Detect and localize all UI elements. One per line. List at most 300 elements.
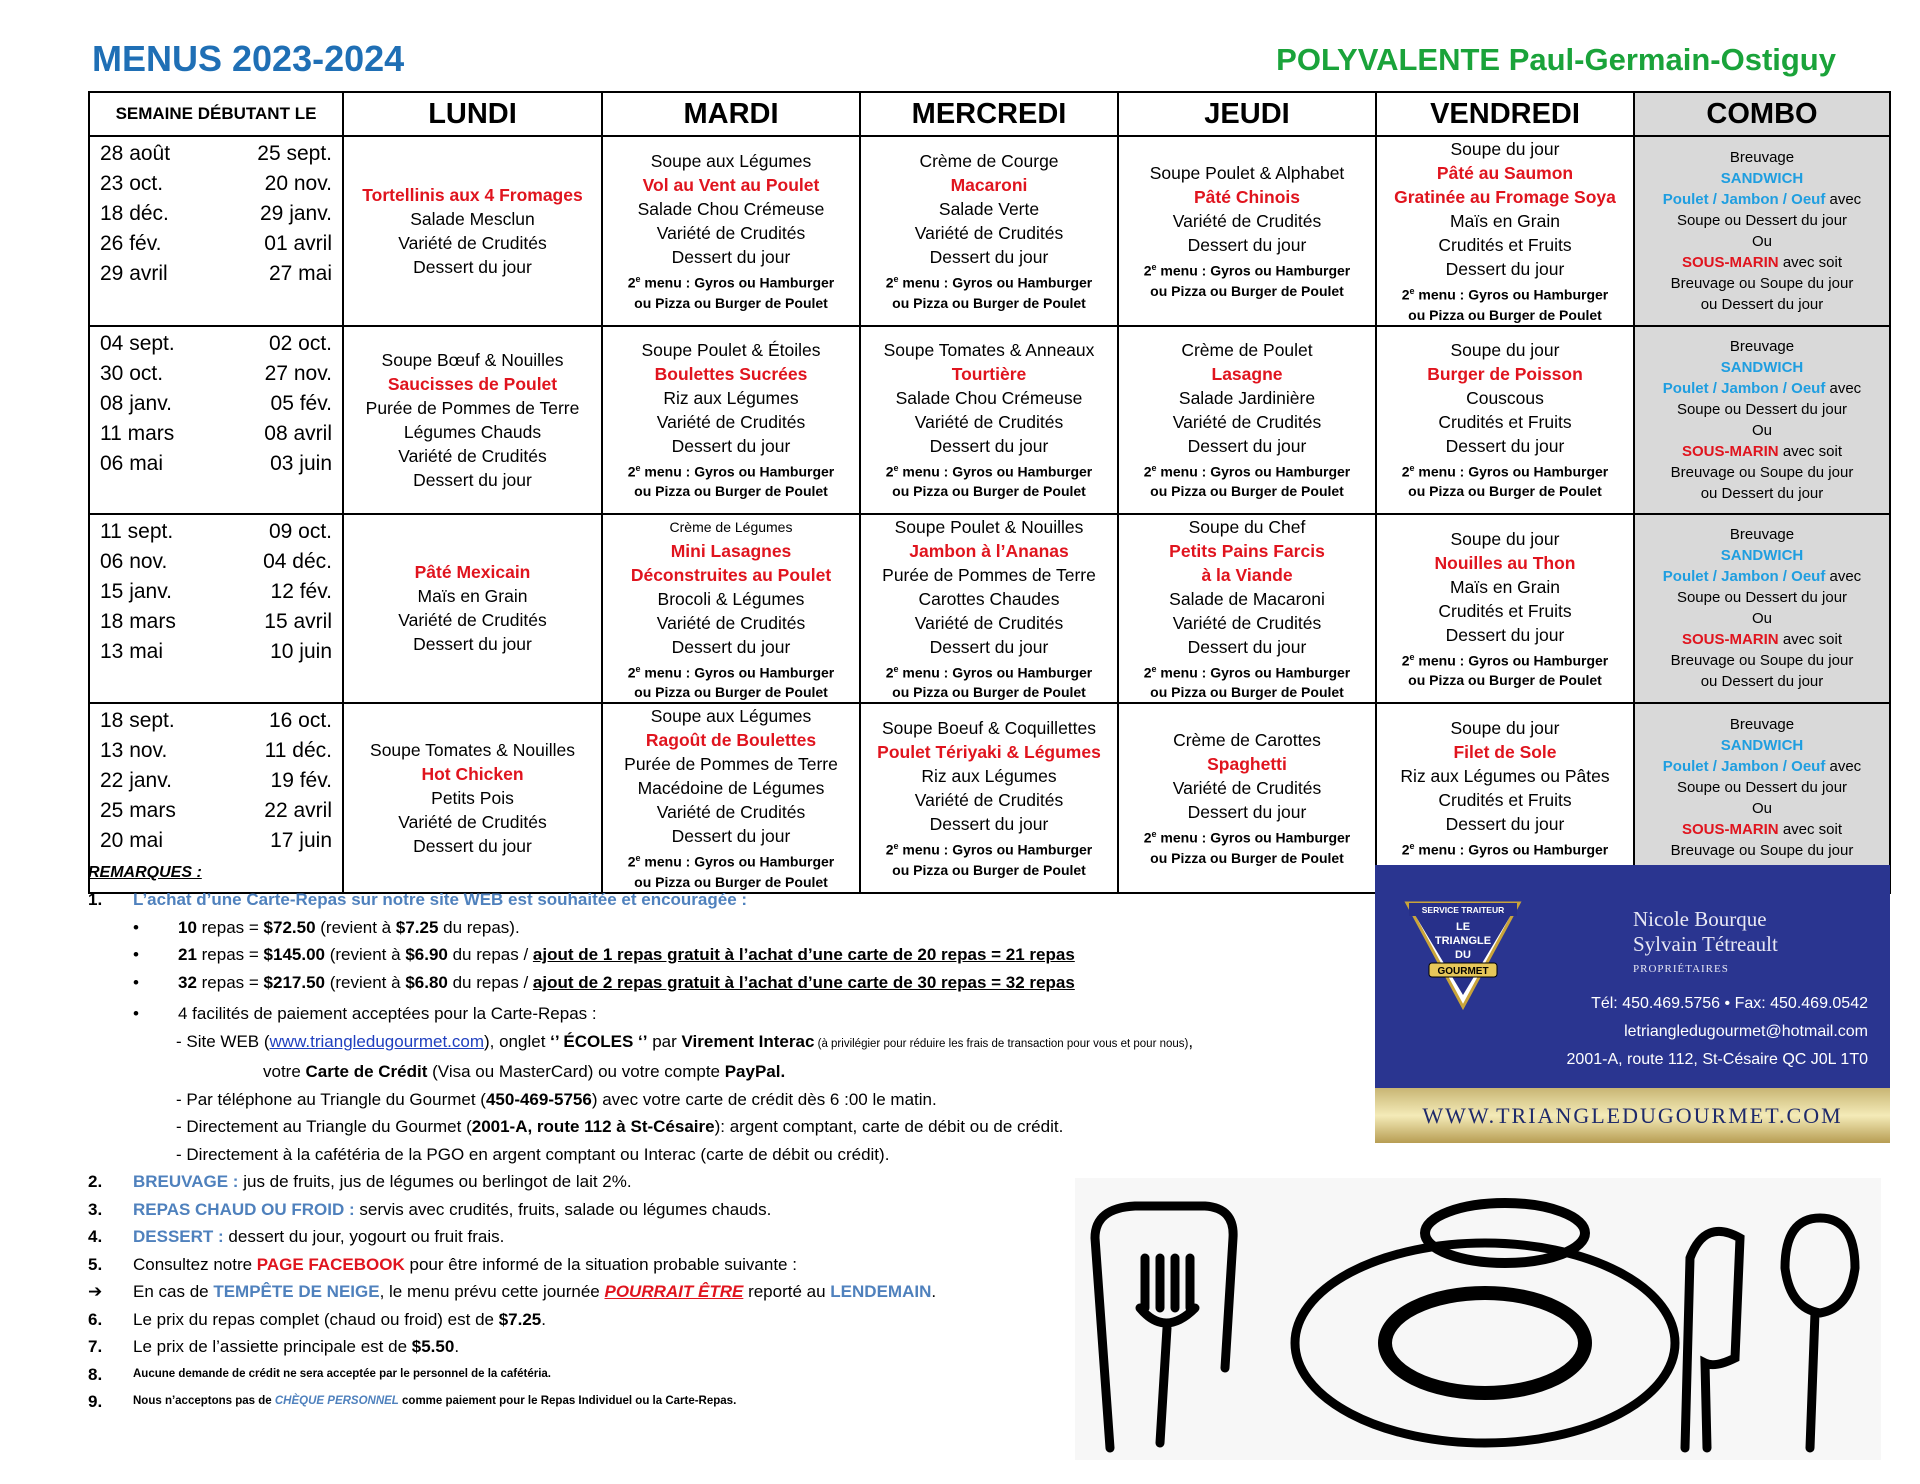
alt-menu-line: 2e menu : Gyros ou Hamburger (1401, 462, 1609, 480)
alt-menu-line: 2e menu : Gyros ou Hamburger (1143, 829, 1351, 846)
menu-cell-mercredi (860, 136, 1118, 326)
menu-item: Variété de Crudités (398, 232, 547, 253)
menu-item: Salade Chou Crémeuse (637, 199, 825, 219)
week-start-date: 06 nov. (100, 549, 168, 573)
main-dish: Hot Chicken (421, 764, 524, 785)
menu-item: Variété de Crudités (1172, 411, 1322, 432)
menu-item: Soupe Boeuf & Coquillettes (881, 718, 1097, 739)
menu-item: Dessert du jour (671, 435, 791, 456)
combo-breuvage: Breuvage (1729, 716, 1795, 734)
menu-item: Crème de Carottes (1173, 730, 1321, 751)
date-pair (100, 517, 332, 547)
week-row (89, 136, 1890, 326)
menu-item: Dessert du jour (929, 814, 1049, 835)
week-dates (89, 326, 343, 514)
menu-item: Dessert du jour (1187, 636, 1307, 657)
week-start-date: 06 mai (100, 451, 164, 475)
menu-item: Soupe Poulet & Alphabet (1149, 163, 1345, 183)
week-start-date: 18 déc. (100, 202, 169, 225)
main-dish: Filet de Sole (1453, 742, 1557, 763)
pay-direct: - Directement au Triangle du Gourmet (2001-A, route 112 à St-Césaire): argent comptant, carte de débit ou de crédit. (176, 1117, 1064, 1136)
week-start-date: 02 oct. (268, 331, 332, 355)
spoon-icon (1785, 1218, 1855, 1448)
business-card (1375, 865, 1890, 1143)
menu-item: Variété de Crudités (398, 610, 547, 631)
menu-item: Salade de Macaroni (1169, 588, 1325, 609)
week-start-date: 28 août (100, 142, 171, 165)
alt-menu-line: ou Pizza ou Burger de Poulet (1150, 282, 1344, 299)
week-start-date: 29 avril (100, 262, 168, 285)
menu-item: Crème de Légumes (669, 518, 793, 535)
main-dish: Poulet Tériyaki & Légumes (877, 742, 1101, 763)
combo-soupe-dessert: Soupe ou Dessert du jour (1676, 589, 1848, 607)
combo-options: Poulet / Jambon / Oeuf avec (1662, 379, 1862, 397)
bullet-10-repas: • 10 repas = $72.50 (revient à $7.25 du repas). (133, 917, 520, 937)
menu-item: Purée de Pommes de Terre (624, 754, 838, 775)
menu-item: Dessert du jour (1445, 259, 1565, 279)
alt-menu-line: 2e menu : Gyros ou Hamburger (627, 853, 835, 870)
remark-1 (88, 886, 1358, 914)
menu-item: Soupe aux Légumes (650, 706, 812, 727)
combo-ou: Ou (1751, 232, 1772, 250)
menu-cell-mercredi (860, 326, 1118, 514)
week-start-date: 08 janv. (100, 391, 172, 415)
main-dish: Pâté Mexicain (414, 562, 531, 583)
menu-item: Crème de Poulet (1181, 339, 1313, 360)
alt-menu-line: 2e menu : Gyros ou Hamburger (627, 663, 835, 681)
menu-item: Maïs en Grain (1450, 211, 1560, 231)
main-dish: Déconstruites au Poulet (630, 564, 832, 585)
remark-5: 5. Consultez notre PAGE FACEBOOK pour être informé de la situation probable suivante : (88, 1254, 797, 1274)
date-pair (100, 766, 332, 796)
combo-sous-marin: SOUS-MARIN avec soit (1681, 631, 1843, 649)
header-week: SEMAINE DÉBUTANT LE (89, 92, 343, 136)
combo-breuvage: Breuvage (1729, 148, 1795, 166)
header-vendredi: VENDREDI (1376, 92, 1634, 136)
remark-4: 4. DESSERT : dessert du jour, yogourt ou fruit frais. (88, 1227, 505, 1246)
week-dates (89, 514, 343, 704)
combo-ou: Ou (1751, 800, 1772, 818)
week-start-date: 16 oct. (268, 709, 332, 733)
alt-menu-line: ou Pizza ou Burger de Poulet (634, 483, 828, 500)
remark-number: 1. (88, 890, 103, 909)
week-start-date: 09 oct. (268, 519, 332, 543)
owners-label: PROPRIÉTAIRES (1633, 963, 1729, 975)
week-start-date: 23 oct. (100, 172, 164, 195)
week-start-date: 19 fév. (270, 769, 332, 793)
menu-item: Variété de Crudités (1172, 778, 1322, 799)
menu-item: Dessert du jour (1187, 235, 1307, 255)
menu-cell-lundi (343, 326, 602, 514)
combo-options: Poulet / Jambon / Oeuf avec (1662, 190, 1862, 208)
menu-item: Soupe Poulet & Nouilles (894, 516, 1084, 537)
alt-menu-line: 2e menu : Gyros ou Hamburger (1143, 462, 1351, 480)
menu-item: Salade Chou Crémeuse (895, 387, 1083, 408)
remark-6: 6. Le prix du repas complet (chaud ou froid) est de $7.25. (88, 1309, 546, 1329)
business-contact (1567, 990, 1868, 1074)
week-start-date: 20 nov. (264, 172, 332, 195)
remarks-title: REMARQUES : (88, 864, 202, 881)
header-combo: COMBO (1634, 92, 1890, 136)
combo-options: Poulet / Jambon / Oeuf avec (1662, 568, 1862, 586)
main-dish: Jambon à l’Ananas (909, 540, 1069, 561)
alt-menu-line: 2e menu : Gyros ou Hamburger (1143, 262, 1351, 279)
menu-table (88, 91, 1891, 894)
menu-cell-mercredi (860, 514, 1118, 704)
knife-icon (1685, 1231, 1740, 1448)
main-dish: Saucisses de Poulet (387, 373, 558, 394)
date-pair (100, 139, 332, 169)
combo-soupe-dessert: Soupe ou Dessert du jour (1676, 211, 1848, 229)
menu-item: Macédoine de Légumes (637, 778, 825, 799)
alt-menu-line: ou Pizza ou Burger de Poulet (1408, 672, 1602, 689)
menu-cell-vendredi (1376, 326, 1634, 514)
alt-menu-line: ou Pizza ou Burger de Poulet (892, 684, 1086, 701)
menu-item: Variété de Crudités (656, 223, 806, 243)
menu-item: Salade Verte (938, 199, 1040, 219)
business-phone: Tél: 450.469.5756 • Fax: 450.469.0542 (1591, 995, 1868, 1012)
menu-item: Soupe Tomates & Anneaux (883, 339, 1095, 360)
week-start-date: 15 janv. (100, 579, 172, 603)
arrow-icon: ➔ (88, 1282, 103, 1301)
menu-item: Variété de Crudités (1172, 211, 1322, 231)
header-mercredi: MERCREDI (860, 92, 1118, 136)
menu-cell-mardi (602, 326, 860, 514)
menu-item: Dessert du jour (413, 836, 532, 857)
menu-item: Petits Pois (431, 788, 514, 809)
owner-2: Sylvain Tétreault (1633, 932, 1778, 956)
alt-menu-line: ou Pizza ou Burger de Poulet (1408, 306, 1602, 323)
combo-ou-dessert: ou Dessert du jour (1700, 295, 1824, 313)
date-pair (100, 547, 332, 577)
website-link[interactable]: www.triangledugourmet.com (269, 1031, 484, 1051)
alt-menu-line: 2e menu : Gyros ou Hamburger (627, 462, 835, 480)
alt-menu-line: ou Pizza ou Burger de Poulet (1150, 849, 1344, 866)
pay-cc: votre Carte de Crédit (Visa ou MasterCard) ou votre compte PayPal. (263, 1062, 786, 1081)
menu-item: Soupe Poulet & Étoiles (641, 339, 821, 360)
alt-menu-line: ou Pizza ou Burger de Poulet (634, 294, 828, 311)
week-start-date: 03 juin (270, 451, 332, 475)
header-mardi: MARDI (602, 92, 860, 136)
date-pair (100, 577, 332, 607)
pay-phone: - Par téléphone au Triangle du Gourmet (450-469-5756) avec votre carte de crédit dès 6 :00 le matin. (176, 1089, 937, 1109)
week-start-date: 11 mars (100, 421, 175, 445)
bullet-21-repas: • 21 repas = $145.00 (revient à $6.90 du repas / ajout de 1 repas gratuit à l’achat d’une carte de 20 repas = 21 repas (133, 945, 1075, 964)
alt-menu-line: ou Pizza ou Burger de Poulet (634, 684, 828, 701)
menu-item: Dessert du jour (1187, 435, 1307, 456)
menu-item: Riz aux Légumes (921, 766, 1057, 787)
alt-menu-line: ou Pizza ou Burger de Poulet (892, 483, 1086, 500)
alt-menu-line: 2e menu : Gyros ou Hamburger (885, 274, 1093, 291)
main-dish: Lasagne (1211, 363, 1283, 384)
page-title: MENUS 2023-2024 (92, 38, 405, 79)
week-start-date: 12 fév. (270, 579, 332, 603)
alt-menu-line: 2e menu : Gyros ou Hamburger (885, 841, 1093, 858)
alt-menu-line: 2e menu : Gyros ou Hamburger (885, 462, 1093, 480)
menu-item: Dessert du jour (929, 435, 1049, 456)
bullet-32-repas: • 32 repas = $217.50 (revient à $6.80 du repas / ajout de 2 repas gratuit à l’achat d’une carte de 30 repas = 32 repas (133, 972, 1075, 992)
header-row (89, 92, 1890, 136)
menu-item: Dessert du jour (929, 636, 1049, 657)
combo-breuvage-soupe: Breuvage ou Soupe du jour (1670, 652, 1854, 670)
menu-item: Dessert du jour (413, 469, 532, 490)
week-start-date: 04 déc. (263, 549, 332, 573)
week-start-date: 18 sept. (100, 709, 175, 733)
week-start-date: 22 avril (264, 799, 332, 823)
menu-item: Soupe Tomates & Nouilles (370, 740, 575, 761)
svg-text:LE: LE (1455, 921, 1471, 933)
plate-icon (1295, 1203, 1675, 1443)
owner-1: Nicole Bourque (1633, 907, 1767, 931)
main-dish: Tortellinis aux 4 Fromages (362, 184, 583, 205)
menu-item: Variété de Crudités (398, 445, 547, 466)
menu-item: Maïs en Grain (1450, 576, 1560, 597)
week-row (89, 326, 1890, 514)
menu-item: Dessert du jour (671, 636, 791, 657)
utensils-illustration (1075, 1178, 1881, 1460)
menu-cell-jeudi (1118, 326, 1376, 514)
combo-breuvage-soupe: Breuvage ou Soupe du jour (1670, 842, 1854, 860)
combo-sandwich: SANDWICH (1720, 169, 1804, 187)
menu-item: Dessert du jour (671, 826, 791, 847)
alt-menu-line: 2e menu : Gyros ou Hamburger (885, 663, 1093, 681)
menu-item: Dessert du jour (1187, 802, 1307, 823)
main-dish: Pâté au Saumon (1436, 163, 1574, 183)
business-email: letriangledugourmet@hotmail.com (1624, 1023, 1868, 1040)
date-pair (100, 419, 332, 449)
menu-item: Variété de Crudités (914, 612, 1064, 633)
main-dish: Petits Pains Farcis (1169, 540, 1325, 561)
alt-menu-line: ou Pizza ou Burger de Poulet (1408, 483, 1602, 500)
week-start-date: 25 mars (100, 799, 176, 823)
week-dates (89, 136, 343, 326)
week-row (89, 514, 1890, 704)
business-address: 2001-A, route 112, St-Césaire QC J0L 1T0 (1566, 1051, 1868, 1068)
alt-menu-line: ou Pizza ou Burger de Poulet (1150, 483, 1344, 500)
menu-item: Purée de Pommes de Terre (365, 397, 580, 418)
menu-item: Dessert du jour (413, 634, 532, 655)
week-start-date: 30 oct. (100, 361, 164, 385)
main-dish: Spaghetti (1207, 754, 1287, 775)
combo-sandwich: SANDWICH (1720, 547, 1804, 565)
date-pair (100, 449, 332, 479)
menu-item: Crème de Courge (919, 151, 1059, 171)
menu-item: Variété de Crudités (914, 223, 1064, 243)
date-pair (100, 637, 332, 667)
week-start-date: 08 avril (264, 421, 332, 445)
remark-9: 9. Nous n’acceptons pas de CHÈQUE PERSONNEL comme paiement pour le Repas Individuel ou la Carte-Repas. (88, 1392, 737, 1411)
week-start-date: 05 fév. (270, 391, 332, 415)
svg-text:DU: DU (1455, 949, 1471, 961)
main-dish: Pâté Chinois (1194, 187, 1300, 207)
combo-sandwich: SANDWICH (1720, 737, 1804, 755)
date-pair (100, 259, 332, 289)
alt-menu-line: ou Pizza ou Burger de Poulet (1150, 684, 1344, 701)
combo-cell (1634, 136, 1890, 326)
menu-item: Variété de Crudités (914, 790, 1064, 811)
week-start-date: 04 sept. (100, 331, 175, 355)
week-start-date: 15 avril (264, 609, 332, 633)
menu-item: Dessert du jour (929, 247, 1049, 267)
menu-item: Purée de Pommes de Terre (882, 564, 1096, 585)
menu-cell-jeudi (1118, 514, 1376, 704)
combo-sous-marin: SOUS-MARIN avec soit (1681, 253, 1843, 271)
menu-item: Soupe du jour (1450, 339, 1560, 360)
date-pair (100, 796, 332, 826)
pay-cafeteria: - Directement à la cafétéria de la PGO en argent comptant ou Interac (carte de débit ou crédit). (176, 1144, 890, 1164)
menu-item: Soupe du jour (1450, 139, 1560, 159)
menu-item: Couscous (1466, 387, 1544, 408)
date-pair (100, 607, 332, 637)
combo-options: Poulet / Jambon / Oeuf avec (1662, 758, 1862, 776)
svg-text:GOURMET: GOURMET (1437, 966, 1489, 977)
menu-cell-mardi (602, 136, 860, 326)
menu-item: Soupe Bœuf & Nouilles (381, 349, 564, 370)
owners (1633, 907, 1778, 982)
week-start-date: 11 sept. (100, 519, 174, 543)
week-start-date: 17 juin (270, 829, 332, 853)
menu-item: Variété de Crudités (656, 411, 806, 432)
week-start-date: 27 nov. (264, 361, 332, 385)
menu-item: Dessert du jour (413, 256, 532, 277)
alt-menu-line: 2e menu : Gyros ou Hamburger (627, 274, 835, 291)
alt-menu-line: ou Pizza ou Burger de Poulet (892, 294, 1086, 311)
menu-item: Variété de Crudités (1172, 612, 1322, 633)
menu-item: Salade Mesclun (410, 208, 535, 229)
combo-cell (1634, 326, 1890, 514)
menu-cell-lundi (343, 136, 602, 326)
combo-sous-marin: SOUS-MARIN avec soit (1681, 821, 1843, 839)
main-dish: Vol au Vent au Poulet (642, 175, 820, 195)
alt-menu-line: ou Pizza ou Burger de Poulet (892, 861, 1086, 878)
alt-menu-line: 2e menu : Gyros ou Hamburger (1143, 663, 1351, 681)
combo-cell (1634, 514, 1890, 704)
week-start-date: 10 juin (270, 639, 332, 663)
main-dish: à la Viande (1201, 564, 1293, 585)
combo-breuvage: Breuvage (1729, 526, 1795, 544)
alt-menu-line: ou Pizza ou Burger de Poulet (634, 873, 828, 890)
main-dish: Ragoût de Boulettes (645, 730, 817, 751)
menu-item: Crudités et Fruits (1438, 411, 1572, 432)
week-start-date: 18 mars (100, 609, 176, 633)
school-name: POLYVALENTE Paul-Germain-Ostiguy (1276, 42, 1836, 77)
menu-item: Riz aux Légumes (663, 387, 799, 408)
menu-item: Crudités et Fruits (1438, 235, 1572, 255)
bullet-payment: • 4 facilités de paiement acceptées pour la Carte-Repas : (133, 1004, 597, 1023)
combo-ou-dessert: ou Dessert du jour (1700, 484, 1824, 502)
menu-item: Crudités et Fruits (1438, 600, 1572, 621)
combo-sous-marin: SOUS-MARIN avec soit (1681, 442, 1843, 460)
triangle-logo (1403, 899, 1523, 1011)
remark-7: 7. Le prix de l’assiette principale est de $5.50. (88, 1337, 460, 1356)
date-pair (100, 329, 332, 359)
week-start-date: 29 janv. (260, 202, 332, 225)
remark-2: 2. BREUVAGE : jus de fruits, jus de légumes ou berlingot de lait 2%. (88, 1172, 632, 1191)
svg-text:TRIANGLE: TRIANGLE (1434, 935, 1492, 947)
date-pair (100, 736, 332, 766)
menu-item: Riz aux Légumes ou Pâtes (1400, 766, 1610, 787)
menu-cell-jeudi (1118, 136, 1376, 326)
menu-item: Salade Jardinière (1178, 387, 1316, 408)
menu-item: Soupe du jour (1450, 528, 1560, 549)
week-start-date: 22 janv. (100, 769, 172, 793)
week-start-date: 13 nov. (100, 739, 168, 763)
combo-soupe-dessert: Soupe ou Dessert du jour (1676, 400, 1848, 418)
menu-cell-mardi (602, 514, 860, 704)
logo-top-text: SERVICE TRAITEUR (1421, 905, 1505, 915)
remark-8: 8. Aucune demande de crédit ne sera acceptée par le personnel de la cafétéria. (88, 1364, 552, 1384)
menu-cell-vendredi (1376, 136, 1634, 326)
date-pair (100, 389, 332, 419)
remark-3: 3. REPAS CHAUD OU FROID : servis avec crudités, fruits, salade ou légumes chauds. (88, 1199, 772, 1219)
menu-item: Dessert du jour (671, 247, 791, 267)
main-dish: Nouilles au Thon (1434, 552, 1576, 573)
week-start-date: 13 mai (100, 639, 164, 663)
main-dish: Macaroni (950, 175, 1028, 195)
date-pair (100, 826, 332, 856)
main-dish: Tourtière (951, 363, 1027, 384)
remark-5-detail: ➔ En cas de TEMPÊTE DE NEIGE, le menu prévu cette journée POURRAIT ÊTRE reporté au LENDEMAIN. (88, 1278, 1358, 1306)
main-dish: Boulettes Sucrées (654, 363, 808, 384)
menu-item: Brocoli & Légumes (657, 588, 805, 609)
menu-item: Carottes Chaudes (918, 588, 1060, 609)
date-pair (100, 359, 332, 389)
date-pair (100, 169, 332, 199)
remark-text: L’achat d’une Carte-Repas sur notre site WEB est souhaitée et encouragée : (133, 890, 748, 909)
combo-ou: Ou (1751, 610, 1772, 628)
combo-ou-dessert: ou Dessert du jour (1700, 673, 1824, 691)
alt-menu-line: 2e menu : Gyros ou Hamburger (1401, 286, 1609, 303)
combo-sandwich: SANDWICH (1720, 358, 1804, 376)
main-dish: Burger de Poisson (1427, 363, 1583, 384)
menu-item: Variété de Crudités (656, 612, 806, 633)
pay-web: - Site WEB (www.triangledugourmet.com), onglet ‘’ ÉCOLES ‘’ par Virement Interac (à privilégier pour réduire les frais de transaction pour vous et pour nous), (176, 1031, 1194, 1051)
week-start-date: 11 déc. (264, 739, 332, 763)
date-pair (100, 199, 332, 229)
week-start-date: 26 fév. (100, 232, 162, 255)
menu-item: Dessert du jour (1445, 435, 1565, 456)
menu-item: Maïs en Grain (417, 586, 528, 607)
menu-item: Variété de Crudités (914, 411, 1064, 432)
week-start-date: 25 sept. (257, 142, 332, 165)
menu-item: Soupe du Chef (1188, 516, 1306, 537)
menu-cell-vendredi (1376, 514, 1634, 704)
combo-breuvage-soupe: Breuvage ou Soupe du jour (1670, 274, 1854, 292)
combo-soupe-dessert: Soupe ou Dessert du jour (1676, 779, 1848, 797)
date-pair (100, 229, 332, 259)
date-pair (100, 706, 332, 736)
week-start-date: 27 mai (268, 262, 332, 285)
combo-breuvage-soupe: Breuvage ou Soupe du jour (1670, 463, 1854, 481)
combo-breuvage: Breuvage (1729, 337, 1795, 355)
main-dish: Mini Lasagnes (670, 540, 792, 561)
menu-item: Soupe du jour (1450, 718, 1560, 739)
week-start-date: 01 avril (264, 232, 332, 255)
header-lundi: LUNDI (343, 92, 602, 136)
menu-cell-lundi (343, 514, 602, 704)
main-dish: Gratinée au Fromage Soya (1394, 187, 1616, 207)
menu-item: Dessert du jour (1445, 624, 1565, 645)
alt-menu-line: 2e menu : Gyros ou Hamburger (1401, 651, 1609, 669)
combo-ou: Ou (1751, 421, 1772, 439)
menu-item: Soupe aux Légumes (650, 151, 812, 171)
menu-item: Variété de Crudités (398, 812, 547, 833)
fork-icon (1095, 1206, 1233, 1448)
business-website[interactable]: WWW.TRIANGLEDUGOURMET.COM (1375, 1088, 1890, 1143)
week-start-date: 20 mai (100, 829, 164, 853)
menu-item: Dessert du jour (1445, 814, 1565, 835)
header-jeudi: JEUDI (1118, 92, 1376, 136)
